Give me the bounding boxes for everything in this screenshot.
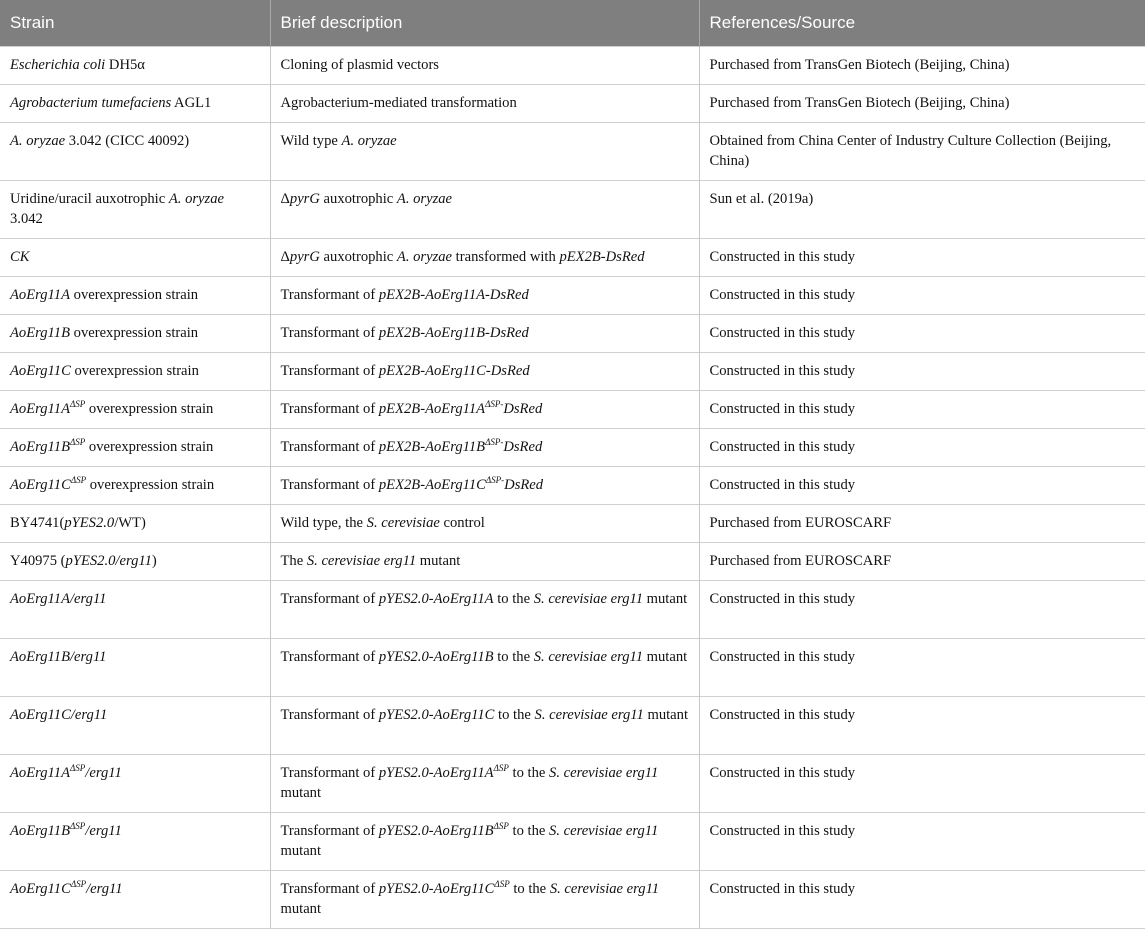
cell-references-source: [699, 755, 1145, 813]
italic-text: AoErg11B: [10, 823, 70, 839]
table-row: [0, 181, 1145, 239]
italic-text: pEX2B-AoErg11B-DsRed: [378, 325, 529, 341]
italic-text: pYES2.0-AoErg11C: [378, 707, 495, 723]
text-run: The: [280, 553, 307, 569]
table-row: [0, 581, 1145, 639]
cell-references-source: [699, 813, 1145, 871]
cell-references-source: [699, 315, 1145, 353]
italic-text: pYES2.0-AoErg11C: [378, 881, 495, 897]
cell-references-source: [699, 505, 1145, 543]
superscript-text: ΔSP-: [485, 475, 505, 485]
italic-text: pEX2B-AoErg11C: [378, 477, 486, 493]
italic-text: A. oryzae: [396, 249, 453, 265]
cell-brief-description: [270, 315, 699, 353]
italic-text: A. oryzae: [341, 133, 397, 149]
text-run: DH5α: [105, 57, 145, 73]
cell-strain: [0, 505, 270, 543]
cell-references-source: [699, 123, 1145, 181]
cell-brief-description: [270, 581, 699, 639]
cell-strain: [0, 353, 270, 391]
italic-text: S. cerevisiae erg11: [534, 707, 644, 723]
cell-brief-description: [270, 505, 699, 543]
cell-strain: [0, 123, 270, 181]
cell-brief-description: [270, 123, 699, 181]
cell-references-source: [699, 391, 1145, 429]
italic-text: AoErg11A: [10, 401, 70, 417]
italic-text: CK: [10, 249, 30, 265]
cell-strain: [0, 429, 270, 467]
cell-brief-description: [270, 47, 699, 85]
cell-brief-description: [270, 85, 699, 123]
cell-references-source: [699, 639, 1145, 697]
italic-text: pYES2.0-AoErg11B: [378, 823, 494, 839]
cell-brief-description: [270, 429, 699, 467]
text-run: mutant: [280, 901, 322, 917]
text-run: mutant: [643, 649, 688, 665]
cell-strain: [0, 581, 270, 639]
cell-strain: [0, 813, 270, 871]
text-run: Constructed in this study: [709, 363, 856, 379]
table-row: [0, 505, 1145, 543]
superscript-text: ΔSP: [70, 437, 86, 447]
text-run: transformed with: [452, 249, 560, 265]
italic-text: S. cerevisiae erg11: [306, 553, 417, 569]
italic-text: pYES2.0-AoErg11A: [378, 591, 494, 607]
italic-text: AoErg11B: [10, 439, 70, 455]
superscript-text: ΔSP: [493, 821, 509, 831]
superscript-text: ΔSP: [70, 879, 87, 889]
italic-text: S. cerevisiae erg11: [549, 823, 659, 839]
cell-brief-description: [270, 181, 699, 239]
table-row: [0, 543, 1145, 581]
text-run: to the: [508, 765, 550, 781]
cell-references-source: [699, 581, 1145, 639]
italic-text: AoErg11C/erg11: [10, 707, 108, 723]
italic-text: S. cerevisiae erg11: [533, 591, 644, 607]
italic-text: A. oryzae: [168, 191, 224, 207]
text-run: mutant: [416, 553, 461, 569]
cell-strain: [0, 871, 270, 929]
italic-text: pEX2B-AoErg11A: [378, 401, 486, 417]
superscript-text: ΔSP: [493, 763, 509, 773]
text-run: to the: [509, 881, 550, 897]
text-run: Transformant of: [280, 439, 379, 455]
text-run: Δ: [280, 249, 290, 265]
text-run: Constructed in this study: [709, 401, 856, 417]
text-run: Purchased from TransGen Biotech (Beijing, China): [709, 57, 1010, 73]
text-run: mutant: [280, 843, 322, 859]
text-run: AGL1: [171, 95, 212, 111]
text-run: to the: [494, 707, 535, 723]
cell-references-source: [699, 181, 1145, 239]
text-run: Y40975 (: [10, 553, 66, 569]
table-row: [0, 871, 1145, 929]
text-run: ): [151, 553, 157, 569]
text-run: Purchased from EUROSCARF: [709, 515, 892, 531]
italic-text: pYES2.0/erg11: [65, 553, 152, 569]
cell-strain: [0, 315, 270, 353]
italic-text: /erg11: [86, 881, 123, 897]
italic-text: S. cerevisiae erg11: [549, 881, 660, 897]
table-row: [0, 391, 1145, 429]
table-row: [0, 813, 1145, 871]
cell-brief-description: [270, 871, 699, 929]
superscript-text: ΔSP-: [485, 399, 504, 409]
text-run: Constructed in this study: [709, 823, 856, 839]
table-row: [0, 429, 1145, 467]
italic-text: A. oryzae: [396, 191, 453, 207]
text-run: overexpression strain: [85, 439, 214, 455]
text-run: 3.042: [10, 211, 43, 227]
text-run: overexpression strain: [85, 401, 214, 417]
text-run: Transformant of: [280, 287, 379, 303]
cell-strain: [0, 755, 270, 813]
cell-strain: [0, 239, 270, 277]
italic-text: /erg11: [85, 823, 122, 839]
italic-text: Agrobacterium tumefaciens: [10, 95, 172, 111]
italic-text: pYES2.0-AoErg11A: [378, 765, 494, 781]
table-row: [0, 85, 1145, 123]
header-references-source: References/Source: [699, 0, 1145, 47]
cell-brief-description: [270, 353, 699, 391]
cell-references-source: [699, 467, 1145, 505]
text-run: 3.042 (CICC 40092): [65, 133, 190, 149]
text-run: Agrobacterium-mediated transformation: [280, 95, 517, 111]
italic-text: AoErg11C: [10, 881, 71, 897]
text-run: Δ: [280, 191, 290, 207]
cell-references-source: [699, 85, 1145, 123]
header-row: [0, 0, 1145, 47]
cell-references-source: [699, 277, 1145, 315]
text-run: Wild type, the: [280, 515, 367, 531]
superscript-text: ΔSP: [70, 763, 86, 773]
text-run: Constructed in this study: [709, 249, 856, 265]
italic-text: AoErg11C: [10, 477, 71, 493]
italic-text: pEX2B-AoErg11B: [378, 439, 486, 455]
text-run: control: [439, 515, 485, 531]
text-run: Cloning of plasmid vectors: [280, 57, 439, 73]
text-run: Transformant of: [280, 765, 379, 781]
italic-text: S. cerevisiae erg11: [533, 649, 644, 665]
text-run: Transformant of: [280, 649, 379, 665]
text-run: overexpression strain: [70, 363, 199, 379]
text-run: Constructed in this study: [709, 477, 856, 493]
italic-text: pyrG: [289, 191, 320, 207]
cell-references-source: [699, 429, 1145, 467]
table-row: [0, 277, 1145, 315]
text-run: Transformant of: [280, 823, 379, 839]
italic-text: Escherichia coli: [10, 57, 106, 73]
italic-text: AoErg11C: [10, 363, 71, 379]
cell-strain: [0, 181, 270, 239]
header-brief-description: Brief description: [270, 0, 699, 47]
text-run: Purchased from TransGen Biotech (Beijing, China): [709, 95, 1010, 111]
text-run: Purchased from EUROSCARF: [709, 553, 892, 569]
italic-text: DsRed: [503, 439, 543, 455]
cell-brief-description: [270, 277, 699, 315]
text-run: to the: [508, 823, 550, 839]
italic-text: pEX2B-AoErg11A-DsRed: [378, 287, 529, 303]
italic-text: AoErg11A: [10, 287, 70, 303]
cell-brief-description: [270, 813, 699, 871]
text-run: BY4741(: [10, 515, 65, 531]
text-run: overexpression strain: [86, 477, 215, 493]
italic-text: DsRed: [503, 401, 543, 417]
cell-references-source: [699, 871, 1145, 929]
header-strain: Strain: [0, 0, 270, 47]
italic-text: AoErg11A/erg11: [10, 591, 107, 607]
text-run: Constructed in this study: [709, 287, 856, 303]
superscript-text: ΔSP-: [485, 437, 504, 447]
table-row: [0, 639, 1145, 697]
superscript-text: ΔSP: [70, 399, 86, 409]
text-run: mutant: [280, 785, 322, 801]
table-row: [0, 47, 1145, 85]
cell-references-source: [699, 697, 1145, 755]
italic-text: /erg11: [85, 765, 122, 781]
cell-strain: [0, 543, 270, 581]
italic-text: DsRed: [504, 477, 544, 493]
italic-text: pYES2.0-AoErg11B: [378, 649, 494, 665]
text-run: Transformant of: [280, 363, 379, 379]
table-row: [0, 239, 1145, 277]
text-run: Transformant of: [280, 401, 379, 417]
cell-brief-description: [270, 467, 699, 505]
cell-references-source: [699, 543, 1145, 581]
cell-strain: [0, 697, 270, 755]
table-body: [0, 47, 1145, 929]
italic-text: S. cerevisiae erg11: [549, 765, 659, 781]
text-run: overexpression strain: [70, 287, 199, 303]
text-run: auxotrophic: [319, 191, 397, 207]
text-run: Transformant of: [280, 881, 379, 897]
table-row: [0, 467, 1145, 505]
superscript-text: ΔSP: [70, 475, 87, 485]
text-run: Transformant of: [280, 477, 379, 493]
cell-strain: [0, 639, 270, 697]
text-run: mutant: [643, 707, 689, 723]
text-run: mutant: [643, 591, 688, 607]
cell-strain: [0, 391, 270, 429]
italic-text: pyrG: [289, 249, 320, 265]
text-run: Constructed in this study: [709, 439, 856, 455]
table-row: [0, 353, 1145, 391]
table-row: [0, 123, 1145, 181]
cell-strain: [0, 277, 270, 315]
text-run: Transformant of: [280, 325, 379, 341]
text-run: to the: [493, 649, 534, 665]
text-run: Obtained from China Center of Industry Culture Collection (Beijing, China): [709, 133, 1112, 169]
text-run: to the: [493, 591, 534, 607]
text-run: Wild type: [280, 133, 342, 149]
cell-strain: [0, 85, 270, 123]
table-header: [0, 0, 1145, 47]
italic-text: pYES2.0: [64, 515, 115, 531]
cell-brief-description: [270, 239, 699, 277]
text-run: Constructed in this study: [709, 649, 856, 665]
text-run: Transformant of: [280, 707, 379, 723]
superscript-text: ΔSP: [70, 821, 86, 831]
text-run: Uridine/uracil auxotrophic: [10, 191, 169, 207]
cell-brief-description: [270, 391, 699, 429]
cell-references-source: [699, 239, 1145, 277]
text-run: Transformant of: [280, 591, 379, 607]
table-row: [0, 315, 1145, 353]
italic-text: pEX2B-AoErg11C-DsRed: [378, 363, 530, 379]
text-run: auxotrophic: [319, 249, 397, 265]
cell-brief-description: [270, 755, 699, 813]
cell-brief-description: [270, 543, 699, 581]
italic-text: AoErg11A: [10, 765, 70, 781]
cell-references-source: [699, 353, 1145, 391]
text-run: Constructed in this study: [709, 881, 856, 897]
text-run: overexpression strain: [70, 325, 199, 341]
text-run: Constructed in this study: [709, 325, 856, 341]
cell-brief-description: [270, 697, 699, 755]
italic-text: S. cerevisiae: [366, 515, 440, 531]
table-row: [0, 755, 1145, 813]
text-run: Constructed in this study: [709, 591, 856, 607]
italic-text: AoErg11B/erg11: [10, 649, 107, 665]
superscript-text: ΔSP: [494, 879, 510, 889]
text-run: Constructed in this study: [709, 707, 856, 723]
text-run: Constructed in this study: [709, 765, 856, 781]
text-run: Sun et al. (2019a): [709, 191, 814, 207]
cell-references-source: [699, 47, 1145, 85]
italic-text: AoErg11B: [10, 325, 70, 341]
text-run: /WT): [114, 515, 146, 531]
italic-text: pEX2B-DsRed: [559, 249, 645, 265]
cell-brief-description: [270, 639, 699, 697]
cell-strain: [0, 47, 270, 85]
italic-text: A. oryzae: [10, 133, 66, 149]
cell-strain: [0, 467, 270, 505]
table-row: [0, 697, 1145, 755]
